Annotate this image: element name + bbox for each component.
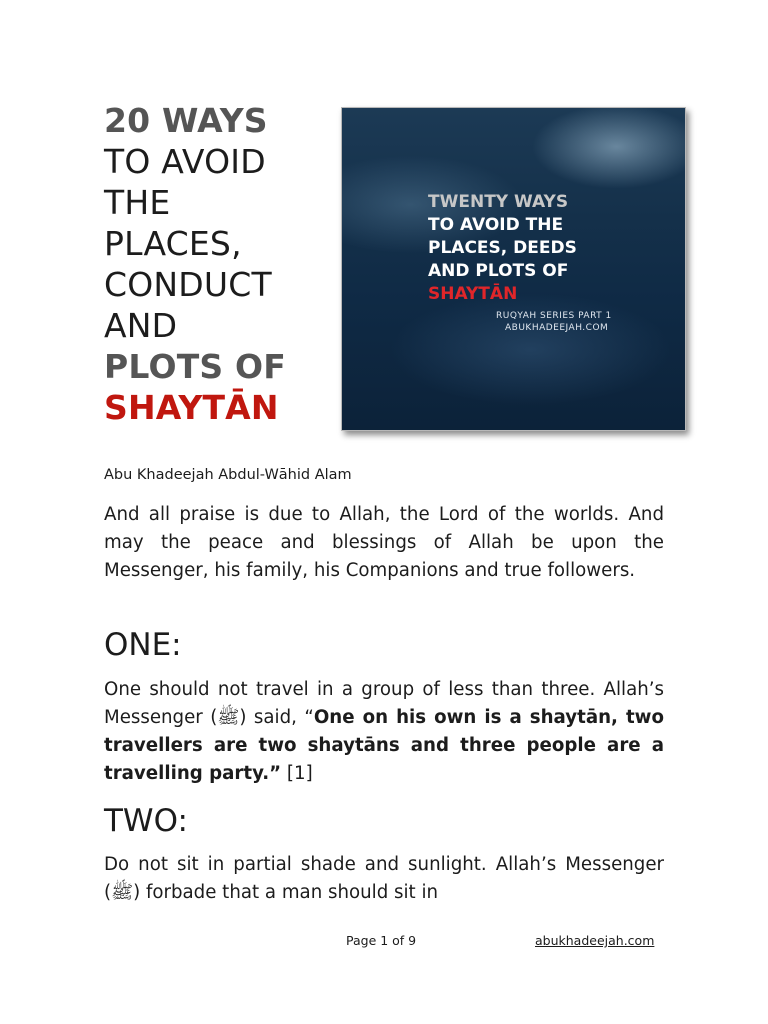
section-paragraph — [104, 676, 664, 788]
footnote-reference: [1] — [281, 763, 313, 784]
title-line: 20 WAYS — [104, 101, 268, 140]
title-line: PLOTS OF — [104, 347, 287, 386]
cover-title — [428, 191, 678, 306]
cover-title-line: AND PLOTS OF — [428, 261, 569, 281]
paragraph-text: Do not sit in partial shade and sunlight. Allah’s Messenger (ﷺ) forbade that a man should sit in — [104, 854, 664, 903]
cover-series: RUQYAH SERIES PART 1 — [496, 311, 612, 321]
intro-paragraph: And all praise is due to Allah, the Lord of the worlds. And may the peace and blessings of Allah be upon the Messenger, his family, his Companions and true followers. — [104, 504, 664, 581]
title-line: PLACES, — [104, 224, 242, 263]
section-paragraph — [104, 851, 664, 907]
cover-title-line: TO AVOID THE — [428, 215, 564, 235]
section-heading: ONE: — [104, 627, 182, 663]
section-heading: TWO: — [104, 803, 188, 839]
author-name: Abu Khadeejah Abdul-Wāhid Alam — [104, 467, 352, 483]
hadith-quote: One on his own is a shaytān, two travellers are two shaytāns and three people are a travelling party.” — [104, 707, 664, 784]
paragraph-text: One should not travel in a group of less than three. Allah’s Messenger (ﷺ) said, “ — [104, 679, 664, 728]
title-line: TO AVOID — [104, 142, 266, 181]
title-line-highlight: SHAYTĀN — [104, 388, 279, 427]
cover-subtitle — [496, 310, 666, 334]
title-line: AND — [104, 306, 178, 345]
cover-title-line: PLACES, DEEDS — [428, 238, 577, 258]
title-line: CONDUCT — [104, 265, 272, 304]
cover-website: ABUKHADEEJAH.COM — [505, 323, 609, 333]
cover-image — [341, 107, 686, 431]
document-title — [104, 100, 324, 428]
cover-title-line: TWENTY WAYS — [428, 192, 569, 212]
title-line: THE — [104, 183, 171, 222]
cover-title-line: SHAYTĀN — [428, 284, 518, 304]
page-number: Page 1 of 9 — [346, 933, 417, 948]
website-link[interactable]: abukhadeejah.com — [535, 933, 655, 948]
